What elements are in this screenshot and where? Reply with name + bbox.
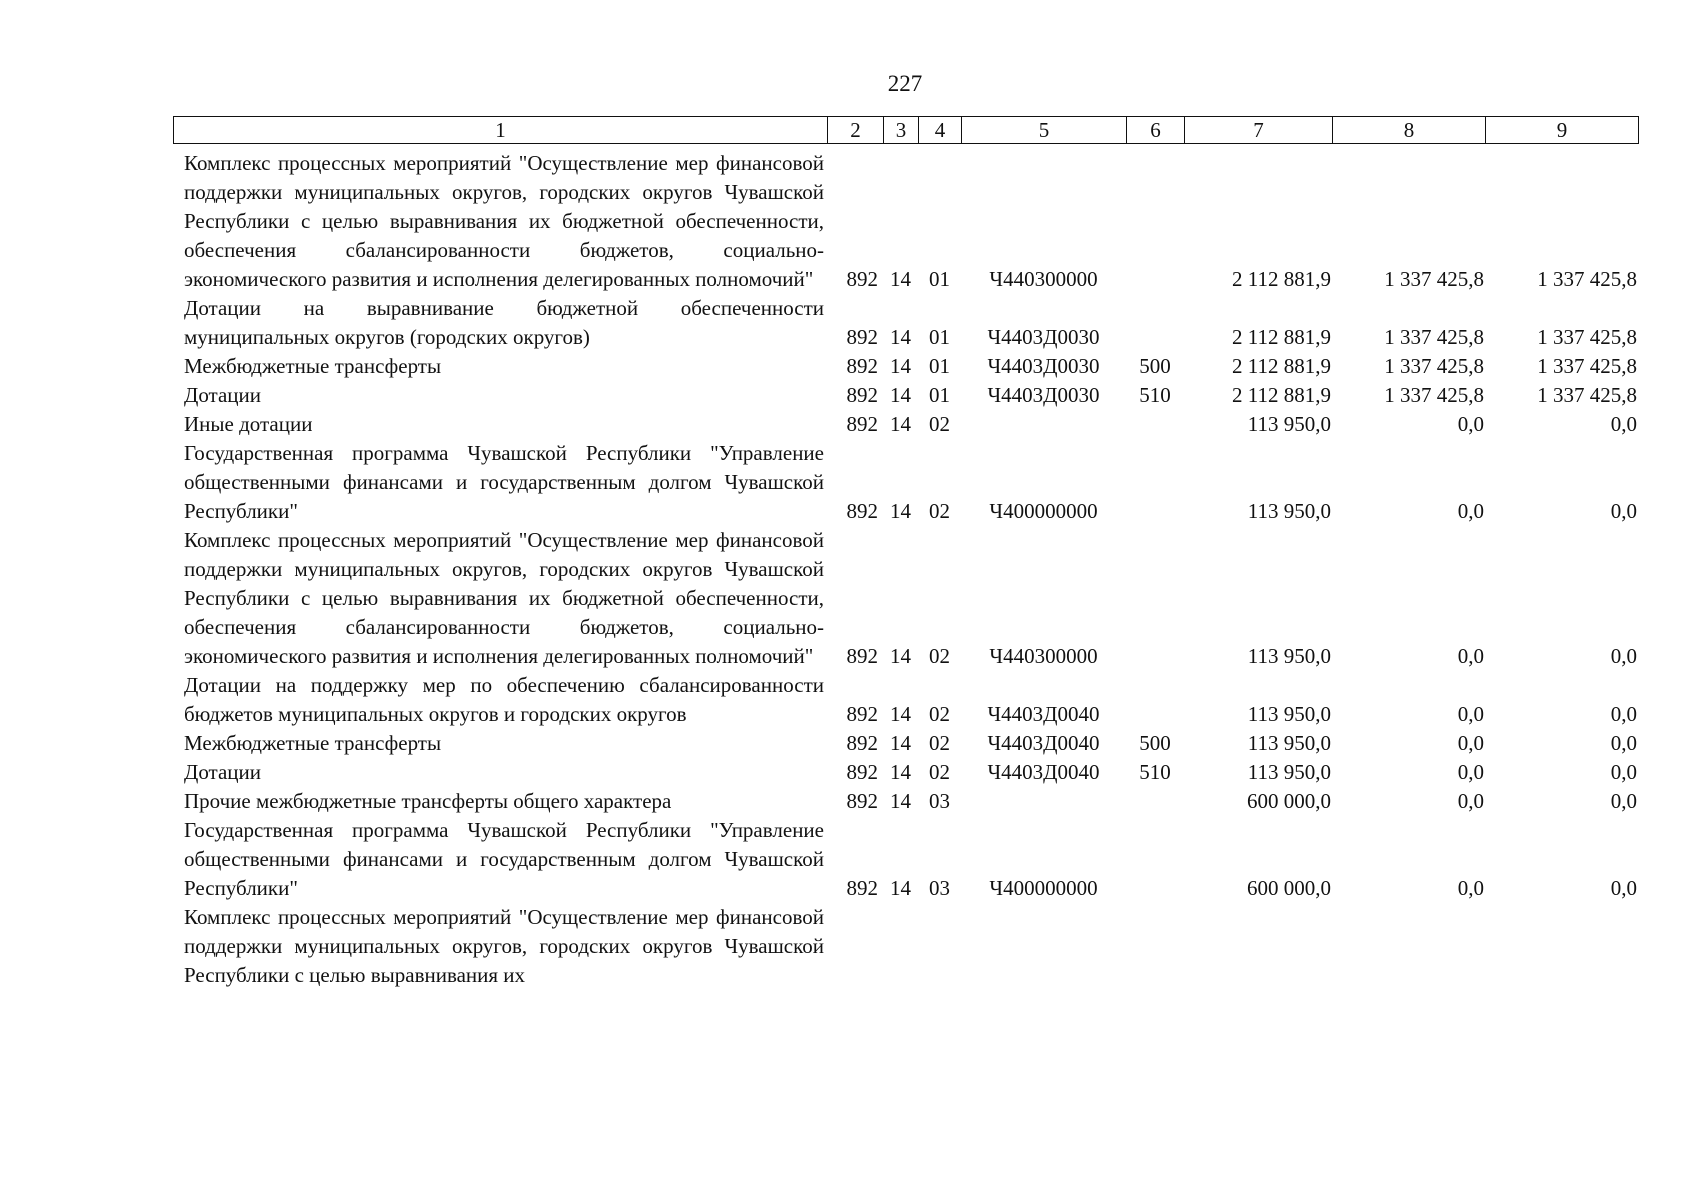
row-admin-code: 892: [846, 644, 878, 668]
row-amount-col9: [1485, 903, 1638, 990]
row-amount-col8: 1 337 425,8: [1384, 325, 1484, 349]
row-amount-col8: 0,0: [1457, 789, 1484, 813]
row-target-article: Ч4403Д0030: [987, 383, 1100, 407]
row-amount-col8: 0,0: [1457, 499, 1484, 523]
row-admin-code: 892: [846, 876, 878, 900]
row-amount-col7: 113 950,0: [1247, 412, 1331, 436]
row-target-article: [961, 410, 1126, 439]
row-amount-col8: 0,0: [1457, 412, 1484, 436]
row-admin-code: 892: [846, 267, 878, 291]
row-admin-code: 892: [846, 325, 878, 349]
row-amount-col9: 0,0: [1610, 876, 1637, 900]
table-row: [173, 729, 1638, 758]
row-amount-col7: 113 950,0: [1247, 702, 1331, 726]
header-col-4: 4: [919, 117, 962, 144]
row-amount-col7: 2 112 881,9: [1232, 354, 1331, 378]
row-target-article: Ч4403Д0040: [987, 702, 1100, 726]
row-amount-col9: 0,0: [1610, 702, 1637, 726]
row-target-article: Ч4403Д0030: [987, 354, 1100, 378]
row-amount-col7: 600 000,0: [1247, 876, 1331, 900]
row-admin-code: 892: [846, 412, 878, 436]
row-expense-type: [1126, 439, 1184, 526]
row-name: Государственная программа Чувашской Республики "Управление общественными финансами и государственным долгом Чувашской Республики": [184, 818, 824, 900]
row-name: Иные дотации: [184, 412, 313, 436]
row-section: 14: [890, 702, 911, 726]
row-name: Комплекс процессных мероприятий "Осуществление мер финансовой поддержки муниципальных округов, городских округов Чувашской Республики с целью выравнивания их бюджетной обеспеченности, обеспечения сбалансированности бюджетов, социально-экономического развития и исполнения делегированных полномочий": [184, 528, 824, 668]
row-amount-col7: 113 950,0: [1247, 644, 1331, 668]
row-admin-code: 892: [846, 760, 878, 784]
row-admin-code: [827, 903, 883, 990]
row-section: 14: [890, 644, 911, 668]
row-amount-col8: 0,0: [1457, 731, 1484, 755]
row-admin-code: 892: [846, 354, 878, 378]
row-target-article: Ч400000000: [989, 876, 1098, 900]
row-target-article: Ч440300000: [989, 267, 1098, 291]
row-subsection: 01: [929, 267, 950, 291]
row-target-article: Ч4403Д0040: [987, 760, 1100, 784]
table-row: [173, 410, 1638, 439]
row-name: Межбюджетные трансферты: [184, 731, 442, 755]
row-subsection: 02: [929, 731, 950, 755]
row-amount-col9: 1 337 425,8: [1537, 325, 1637, 349]
row-section: 14: [890, 325, 911, 349]
row-target-article: Ч4403Д0040: [987, 731, 1100, 755]
row-subsection: 02: [929, 760, 950, 784]
row-name: Дотации: [184, 383, 262, 407]
row-target-article: [961, 903, 1126, 990]
row-target-article: Ч4403Д0030: [987, 325, 1100, 349]
row-subsection: 01: [929, 383, 950, 407]
table-row: [173, 381, 1638, 410]
row-expense-type: [1126, 149, 1184, 294]
row-name: Комплекс процессных мероприятий "Осуществление мер финансовой поддержки муниципальных округов, городских округов Чувашской Республики с целью выравнивания их бюджетной обеспеченности, обеспечения сбалансированности бюджетов, социально-экономического развития и исполнения делегированных полномочий": [184, 151, 824, 291]
header-col-5: 5: [962, 117, 1127, 144]
header-col-3: 3: [884, 117, 919, 144]
table-row: [173, 294, 1638, 352]
row-subsection: [918, 903, 961, 990]
row-name: Дотации на поддержку мер по обеспечению сбалансированности бюджетов муниципальных округов и городских округов: [184, 673, 824, 726]
row-expense-type: 510: [1139, 383, 1171, 407]
row-amount-col7: 113 950,0: [1247, 731, 1331, 755]
header-col-8: 8: [1333, 117, 1486, 144]
row-section: 14: [890, 267, 911, 291]
row-expense-type: [1126, 787, 1184, 816]
header-col-7: 7: [1185, 117, 1333, 144]
row-expense-type: [1126, 526, 1184, 671]
header-col-1: 1: [174, 117, 828, 144]
row-name: Прочие межбюджетные трансферты общего характера: [184, 789, 672, 813]
row-expense-type: [1126, 816, 1184, 903]
row-subsection: 03: [929, 876, 950, 900]
row-amount-col9: 0,0: [1610, 644, 1637, 668]
row-amount-col8: 0,0: [1457, 702, 1484, 726]
row-amount-col7: 2 112 881,9: [1232, 267, 1331, 291]
row-amount-col8: 0,0: [1457, 876, 1484, 900]
row-admin-code: 892: [846, 702, 878, 726]
row-amount-col8: 1 337 425,8: [1384, 383, 1484, 407]
row-target-article: Ч440300000: [989, 644, 1098, 668]
row-subsection: 01: [929, 325, 950, 349]
row-expense-type: [1126, 410, 1184, 439]
budget-table: [173, 149, 1638, 990]
row-expense-type: 500: [1139, 354, 1171, 378]
row-amount-col9: 1 337 425,8: [1537, 354, 1637, 378]
row-subsection: 02: [929, 702, 950, 726]
row-name: Межбюджетные трансферты: [184, 354, 442, 378]
row-amount-col7: 113 950,0: [1247, 760, 1331, 784]
row-expense-type: 510: [1139, 760, 1171, 784]
row-section: 14: [890, 731, 911, 755]
table-header: [173, 116, 1639, 144]
header-col-9: 9: [1486, 117, 1639, 144]
row-amount-col9: 0,0: [1610, 789, 1637, 813]
header-col-2: 2: [828, 117, 884, 144]
table-row: [173, 758, 1638, 787]
row-amount-col9: 0,0: [1610, 412, 1637, 436]
table-row: [173, 526, 1638, 671]
row-section: 14: [890, 354, 911, 378]
row-subsection: 02: [929, 644, 950, 668]
row-amount-col8: 1 337 425,8: [1384, 354, 1484, 378]
table-row: [173, 671, 1638, 729]
row-amount-col8: 1 337 425,8: [1384, 267, 1484, 291]
row-subsection: 03: [929, 789, 950, 813]
row-amount-col9: 0,0: [1610, 760, 1637, 784]
row-name: Комплекс процессных мероприятий "Осуществление мер финансовой поддержки муниципальных округов, городских округов Чувашской Республики с целью выравнивания их: [184, 905, 824, 987]
row-admin-code: 892: [846, 499, 878, 523]
row-expense-type: [1126, 671, 1184, 729]
row-amount-col7: 113 950,0: [1247, 499, 1331, 523]
row-subsection: 02: [929, 412, 950, 436]
row-section: 14: [890, 383, 911, 407]
row-amount-col9: 0,0: [1610, 499, 1637, 523]
table-row: [173, 149, 1638, 294]
row-amount-col8: 0,0: [1457, 760, 1484, 784]
table-row: [173, 903, 1638, 990]
row-target-article: Ч400000000: [989, 499, 1098, 523]
table-row: [173, 352, 1638, 381]
row-section: 14: [890, 412, 911, 436]
row-section: 14: [890, 876, 911, 900]
row-amount-col9: 1 337 425,8: [1537, 267, 1637, 291]
table-row: [173, 816, 1638, 903]
row-section: [883, 903, 918, 990]
row-amount-col7: 2 112 881,9: [1232, 383, 1331, 407]
row-admin-code: 892: [846, 789, 878, 813]
table-row: [173, 787, 1638, 816]
row-amount-col7: 2 112 881,9: [1232, 325, 1331, 349]
row-admin-code: 892: [846, 731, 878, 755]
table-row: [173, 439, 1638, 526]
row-expense-type: 500: [1139, 731, 1171, 755]
row-section: 14: [890, 789, 911, 813]
row-expense-type: [1126, 903, 1184, 990]
row-amount-col8: 0,0: [1457, 644, 1484, 668]
page-number: 227: [887, 71, 923, 96]
header-col-6: 6: [1127, 117, 1185, 144]
row-amount-col9: 1 337 425,8: [1537, 383, 1637, 407]
row-name: Государственная программа Чувашской Республики "Управление общественными финансами и государственным долгом Чувашской Республики": [184, 441, 824, 523]
row-subsection: 02: [929, 499, 950, 523]
row-amount-col9: 0,0: [1610, 731, 1637, 755]
row-expense-type: [1126, 294, 1184, 352]
row-target-article: [961, 787, 1126, 816]
row-subsection: 01: [929, 354, 950, 378]
row-name: Дотации: [184, 760, 262, 784]
row-name: Дотации на выравнивание бюджетной обеспеченности муниципальных округов (городских округов): [184, 296, 824, 349]
row-admin-code: 892: [846, 383, 878, 407]
row-section: 14: [890, 499, 911, 523]
row-section: 14: [890, 760, 911, 784]
row-amount-col8: [1332, 903, 1485, 990]
row-amount-col7: 600 000,0: [1247, 789, 1331, 813]
row-amount-col7: [1184, 903, 1332, 990]
